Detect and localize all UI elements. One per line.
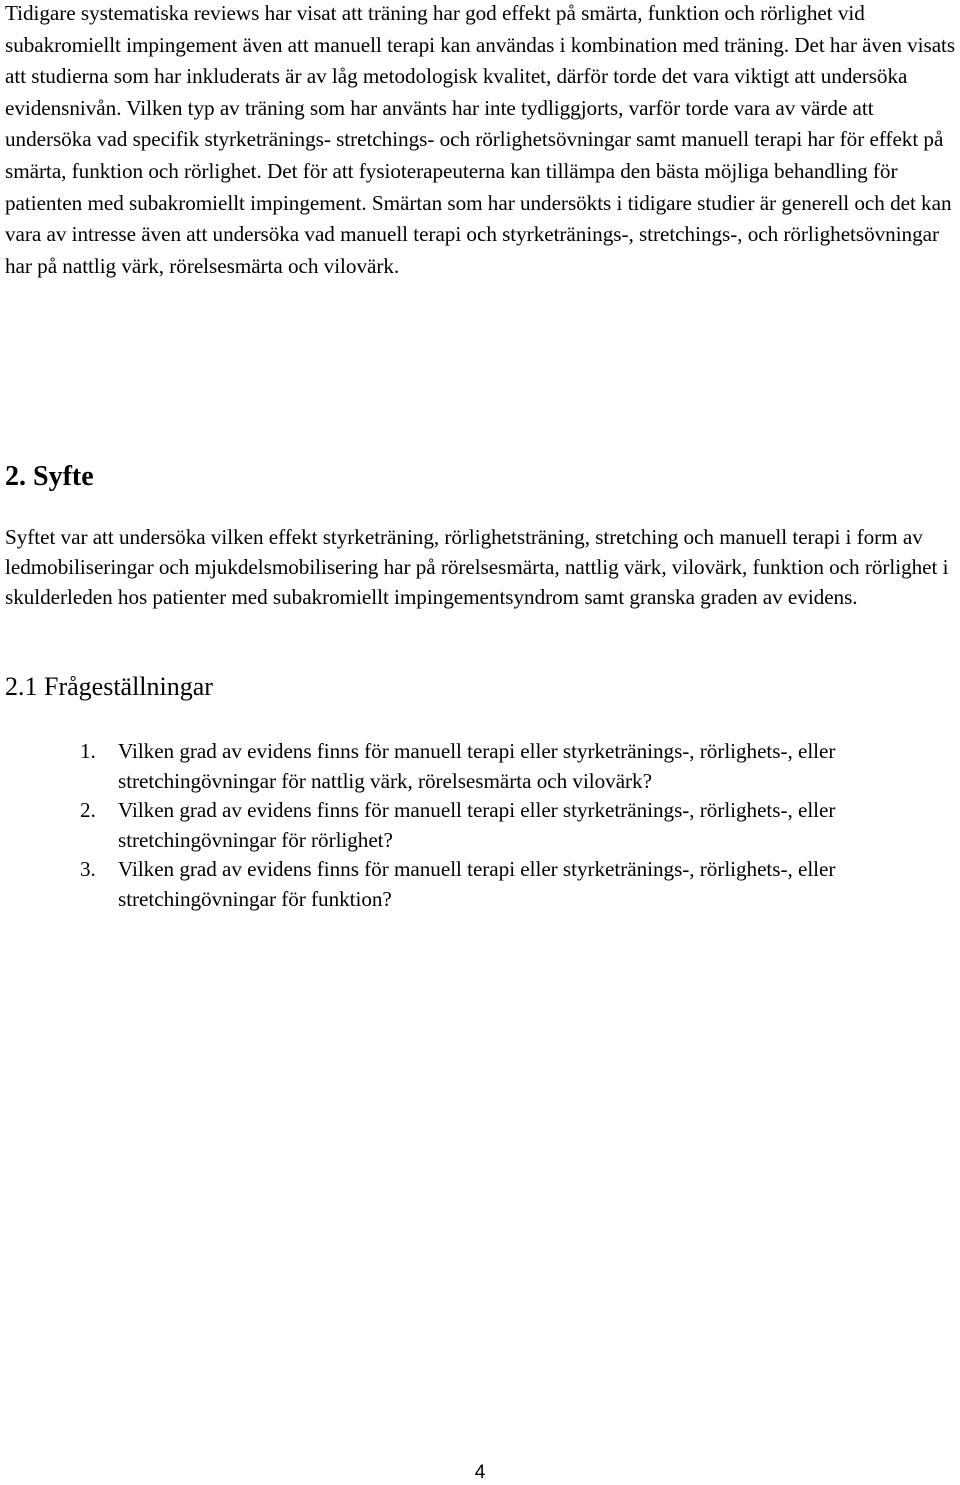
intro-paragraph: Tidigare systematiska reviews har visat att träning har god effekt på smärta, funktion och rörlighet vid subakromiellt impingement även att manuell terapi kan användas i kombination med träning. Det har även visats att studierna som har inkluderats är av låg metodologisk kvalitet, därför torde det vara viktigt att undersöka evidensnivån. Vilken typ av träning som har använts har inte tydliggjorts, varför torde vara av värde att undersöka vad specifik styrketränings- stretchings- och rörlighetsövningar samt manuell terapi har för effekt på smärta, funktion och rörlighet. Det för att fysioterapeuterna kan tillämpa den bästa möjliga behandling för patienten med subakromiellt impingement. Smärtan som har undersökts i tidigare studier är generell och det kan vara av intresse även att undersöka vad manuell terapi och styrketränings-, stretchings-, och rörlighetsövningar har på nattlig värk, rörelsesmärta och vilovärk. [5,1,956,278]
subsection-heading-fragestallningar: 2.1 Frågeställningar [5,672,213,701]
aim-paragraph: Syftet var att undersöka vilken effekt styrketräning, rörlighetsträning, stretching och manuell terapi i form av ledmobiliseringar och mjukdelsmobilisering har på rörelsesmärta, nattlig värk, vilovärk, funktion och rörlighet i skulderleden hos patienter med subakromiellt impingementsyndrom samt granska graden av evidens. [5,525,949,609]
question-number: 2. [80,798,96,822]
section-heading-syfte: 2. Syfte [5,461,94,492]
page-number: 4 [474,1462,486,1483]
question-text: Vilken grad av evidens finns för manuell terapi eller styrketränings-, rörlighets-, eller stretchingövningar för nattlig värk, rörelsesmärta och vilovärk? [118,739,836,793]
research-questions-list [0,737,960,914]
question-number: 3. [80,857,96,881]
research-question-1 [0,737,948,796]
question-text: Vilken grad av evidens finns för manuell terapi eller styrketränings-, rörlighets-, eller stretchingövningar för funktion? [118,857,836,911]
research-question-3 [0,855,948,914]
question-number: 1. [80,739,96,763]
research-question-2 [0,796,948,855]
question-text: Vilken grad av evidens finns för manuell terapi eller styrketränings-, rörlighets-, eller stretchingövningar för rörlighet? [118,798,836,852]
